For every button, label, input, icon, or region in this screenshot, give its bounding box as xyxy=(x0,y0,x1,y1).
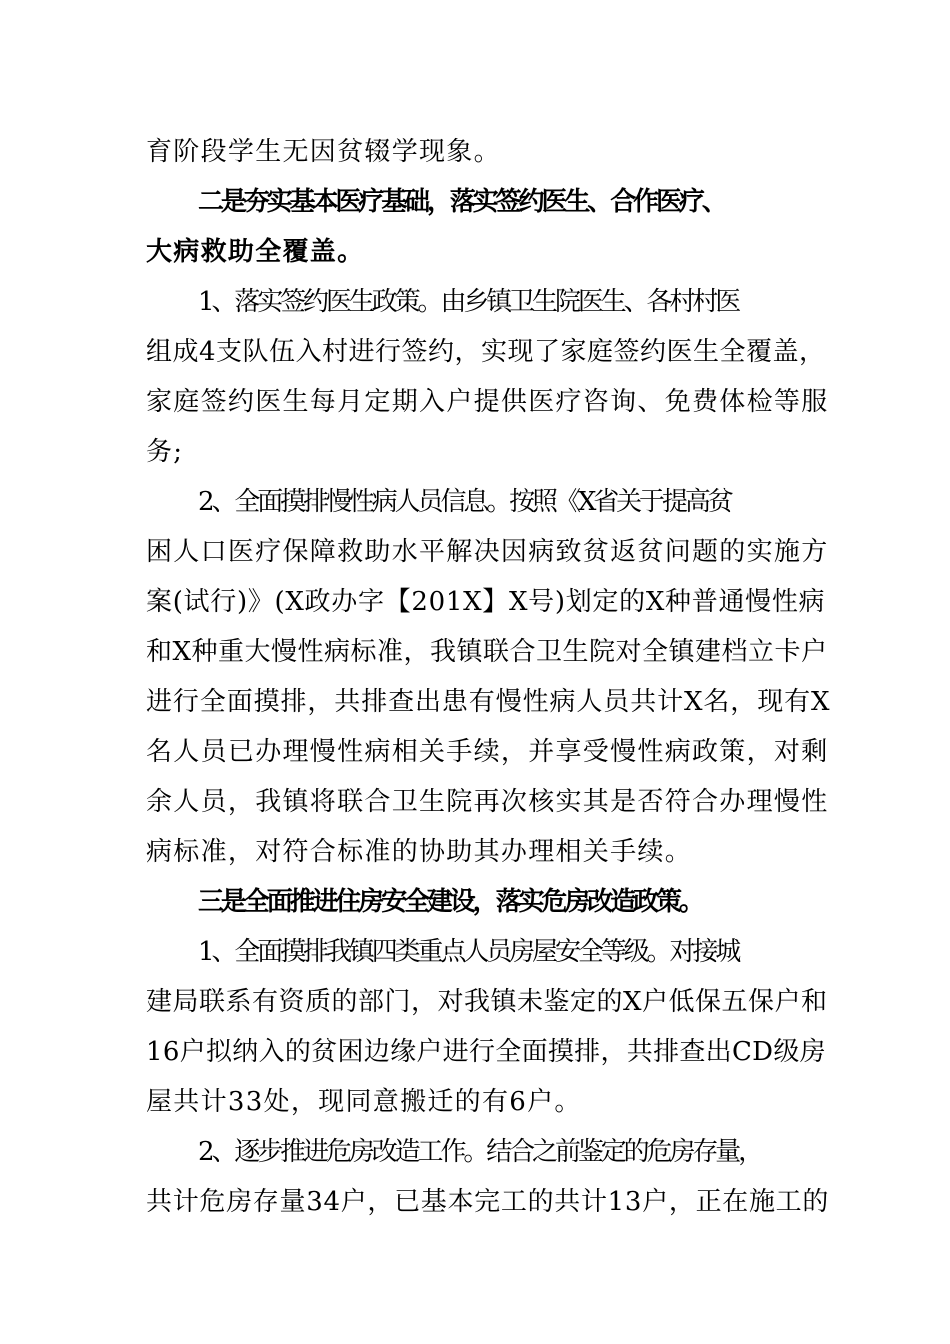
paragraph-line: 案(试行)》(X政办字【201X】X号)划定的X种普通慢性病 xyxy=(146,587,826,617)
paragraph-line: 建局联系有资质的部门，对我镇未鉴定的X户低保五保户和 xyxy=(146,987,828,1017)
paragraph-line: 家庭签约医生每月定期入户提供医疗咨询、免费体检等服 xyxy=(146,387,829,417)
paragraph-line: 育阶段学生无因贫辍学现象。 xyxy=(146,137,501,167)
paragraph-line: 1、全面摸排我镇四类重点人员房屋安全等级。对接城 xyxy=(198,937,739,967)
paragraph-line: 和X种重大慢性病标准，我镇联合卫生院对全镇建档立卡户 xyxy=(146,637,828,667)
paragraph-line: 病标准，对符合标准的协助其办理相关手续。 xyxy=(146,837,693,867)
section-heading-line: 大病救助全覆盖。 xyxy=(146,237,365,267)
paragraph-line: 名人员已办理慢性病相关手续，并享受慢性病政策，对剩 xyxy=(146,737,829,767)
section-heading-line: 二是夯实基本医疗基础，落实签约医生、合作医疗、 xyxy=(198,187,725,217)
section-heading-line: 三是全面推进住房安全建设，落实危房改造政策。 xyxy=(198,887,702,917)
paragraph-line: 组成4支队伍入村进行签约，实现了家庭签约医生全覆盖， xyxy=(146,337,826,367)
paragraph-line: 共计危房存量34户，已基本完工的共计13户，正在施工的 xyxy=(146,1187,830,1217)
paragraph-line: 屋共计33处，现同意搬迁的有6户。 xyxy=(146,1087,582,1117)
paragraph-line: 务; xyxy=(146,437,184,467)
paragraph-line: 16户拟纳入的贫困边缘户进行全面摸排，共排查出CD级房 xyxy=(146,1037,826,1067)
paragraph-line: 2、逐步推进危房改造工作。结合之前鉴定的危房存量， xyxy=(198,1137,762,1167)
paragraph-line: 进行全面摸排，共排查出患有慢性病人员共计X名，现有X xyxy=(146,687,831,717)
paragraph-line: 1、落实签约医生政策。由乡镇卫生院医生、各村村医 xyxy=(198,287,739,317)
paragraph-line: 2、全面摸排慢性病人员信息。按照《X省关于提高贫 xyxy=(198,487,731,517)
paragraph-line: 困人口医疗保障救助水平解决因病致贫返贫问题的实施方 xyxy=(146,537,829,567)
paragraph-line: 余人员，我镇将联合卫生院再次核实其是否符合办理慢性 xyxy=(146,787,829,817)
